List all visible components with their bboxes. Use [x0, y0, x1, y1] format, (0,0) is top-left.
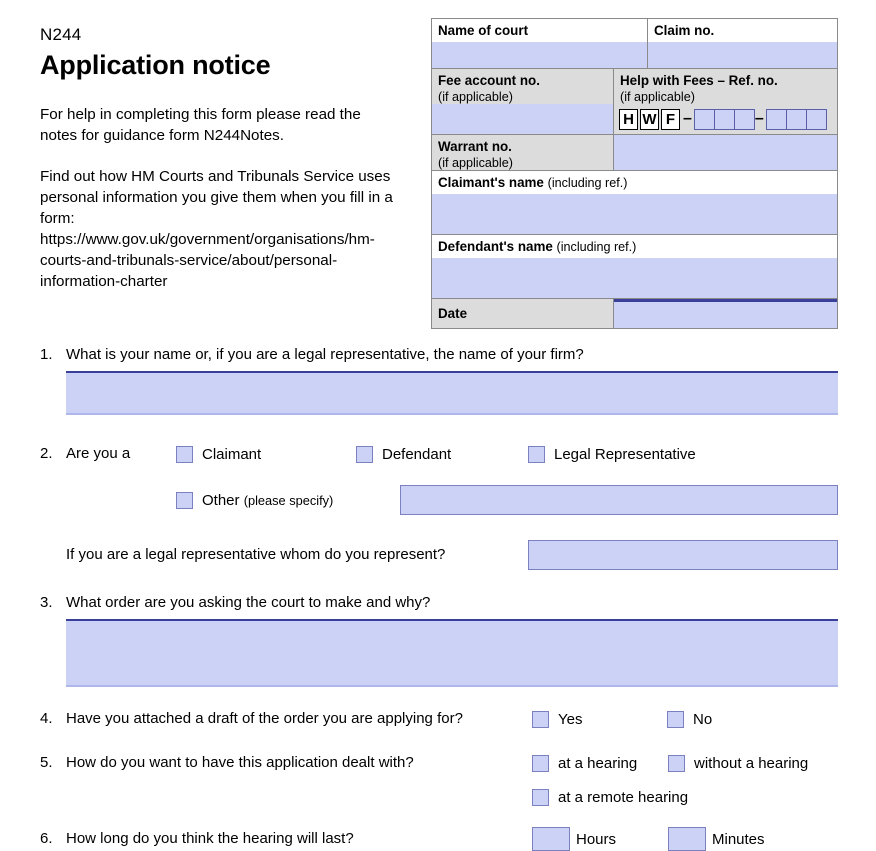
table-row-defendant-label: [432, 235, 837, 258]
checkbox-row-other[interactable]: [176, 491, 400, 510]
input-claim-no[interactable]: [648, 42, 837, 68]
question-4-text: Have you attached a draft of the order you are applying for?: [66, 710, 463, 727]
hwf-separator-2: –: [754, 110, 764, 127]
checkbox-draft-yes[interactable]: [532, 711, 549, 728]
question-4: [40, 709, 838, 729]
checkbox-row-claimant[interactable]: [176, 445, 356, 464]
label-claimants-name: [432, 171, 837, 194]
question-5-remote-row: [40, 788, 838, 807]
input-hours[interactable]: [532, 827, 570, 851]
input-other-specify[interactable]: [400, 485, 838, 515]
label-help-with-fees-sub: (if applicable): [620, 90, 695, 104]
question-2-number: 2.: [40, 445, 53, 462]
hwf-letter-w: W: [640, 109, 659, 130]
checkbox-label-without-hearing: without a hearing: [694, 754, 809, 772]
checkbox-row-draft-no[interactable]: [667, 710, 712, 729]
input-applicant-name[interactable]: [66, 371, 838, 415]
label-help-with-fees-text: Help with Fees – Ref. no.: [620, 73, 778, 88]
question-2-text: Are you a: [66, 445, 131, 462]
question-2: [40, 444, 838, 464]
checkbox-label-legal-representative: Legal Representative: [554, 445, 696, 463]
input-order-requested[interactable]: [66, 619, 838, 687]
checkbox-label-remote-hearing: at a remote hearing: [558, 789, 689, 806]
table-row-warrant: [432, 135, 837, 171]
question-5: [40, 753, 838, 773]
label-name-of-court: Name of court: [432, 19, 648, 42]
hwf-input-5[interactable]: [786, 109, 807, 130]
question-1-text: What is your name or, if you are a legal representative, the name of your firm?: [66, 346, 584, 363]
question-5-text: How do you want to have this application dealt with?: [66, 754, 414, 771]
question-6: [40, 827, 838, 851]
hwf-input-1[interactable]: [694, 109, 715, 130]
question-3: [40, 593, 838, 613]
table-row-fee-fields: [432, 104, 837, 135]
table-row-court-fields: [432, 42, 837, 69]
table-row-court-labels: [432, 19, 837, 42]
label-claimants-name-sub: (including ref.): [547, 176, 628, 190]
question-6-number: 6.: [40, 830, 53, 847]
hwf-separator-1: –: [683, 110, 692, 127]
label-date: Date: [432, 299, 614, 328]
checkbox-at-hearing[interactable]: [532, 755, 549, 772]
hwf-letter-f: F: [661, 109, 680, 130]
label-defendants-name: [432, 235, 837, 258]
hwf-reference-group: [614, 104, 837, 134]
label-minutes: Minutes: [712, 830, 765, 848]
checkbox-label-draft-yes: Yes: [558, 710, 583, 728]
label-hours: Hours: [576, 830, 617, 848]
label-help-with-fees: [614, 69, 837, 104]
hours-group[interactable]: [532, 827, 668, 851]
checkbox-label-draft-no: No: [693, 710, 713, 728]
label-fee-account-no: [432, 69, 614, 104]
checkbox-without-hearing[interactable]: [668, 755, 685, 772]
form-intro-column: [40, 24, 420, 292]
hwf-input-3[interactable]: [734, 109, 755, 130]
checkbox-row-draft-yes[interactable]: [532, 710, 667, 729]
label-warrant-no-sub: (if applicable): [438, 156, 513, 170]
question-5-number: 5.: [40, 754, 53, 771]
label-claim-no: Claim no.: [648, 19, 837, 42]
page-title: Application notice: [40, 50, 271, 80]
table-row-date: [432, 299, 837, 328]
label-warrant-no: [432, 135, 614, 170]
checkbox-legal-representative[interactable]: [528, 446, 545, 463]
label-fee-account-no-sub: (if applicable): [438, 90, 513, 104]
question-2-other-row: [40, 485, 838, 515]
checkbox-other[interactable]: [176, 492, 193, 509]
input-minutes[interactable]: [668, 827, 706, 851]
table-row-claimant-label: [432, 171, 837, 194]
form-code: N244: [40, 25, 82, 44]
intro-paragraph-help: For help in completing this form please read the notes for guidance form N244Notes.: [40, 106, 361, 144]
hwf-input-2[interactable]: [714, 109, 735, 130]
checkbox-draft-no[interactable]: [667, 711, 684, 728]
input-date[interactable]: [614, 299, 837, 328]
input-defendants-name[interactable]: [432, 258, 837, 298]
label-claimants-name-text: Claimant's name: [438, 175, 544, 190]
minutes-group[interactable]: [668, 827, 765, 851]
checkbox-label-other-hint: (please specify): [243, 492, 334, 508]
form-header: [0, 0, 876, 345]
checkbox-label-claimant: Claimant: [202, 445, 262, 463]
checkbox-label-other-text: Other: [202, 491, 240, 509]
table-row-fee-labels: [432, 69, 837, 104]
input-represent[interactable]: [528, 540, 838, 570]
table-row-claimant-field: [432, 194, 837, 235]
question-1-number: 1.: [40, 346, 53, 363]
checkbox-label-other: [202, 491, 333, 510]
hwf-letter-h: H: [619, 109, 638, 130]
checkbox-row-at-hearing[interactable]: [532, 754, 668, 773]
checkbox-defendant[interactable]: [356, 446, 373, 463]
checkbox-label-defendant: Defendant: [382, 445, 452, 463]
label-warrant-no-text: Warrant no.: [438, 139, 512, 154]
question-6-text: How long do you think the hearing will last?: [66, 830, 354, 847]
hwf-input-6[interactable]: [806, 109, 827, 130]
input-fee-account-no[interactable]: [432, 104, 614, 134]
court-details-table: [431, 18, 838, 329]
label-fee-account-no-text: Fee account no.: [438, 73, 540, 88]
input-name-of-court[interactable]: [432, 42, 648, 68]
checkbox-claimant[interactable]: [176, 446, 193, 463]
questions-section: [0, 345, 876, 851]
label-defendants-name-text: Defendant's name: [438, 239, 553, 254]
question-represent-text: If you are a legal representative whom do you represent?: [66, 546, 446, 563]
hwf-input-4[interactable]: [766, 109, 787, 130]
checkbox-remote-hearing[interactable]: [532, 789, 549, 806]
checkbox-row-defendant[interactable]: [356, 445, 528, 464]
checkbox-row-without-hearing[interactable]: [668, 754, 808, 773]
question-4-number: 4.: [40, 710, 53, 727]
label-defendants-name-sub: (including ref.): [556, 240, 637, 254]
question-2-represent-row: [40, 540, 838, 570]
question-3-number: 3.: [40, 594, 53, 611]
checkbox-row-remote-hearing[interactable]: [532, 788, 688, 807]
checkbox-label-at-hearing: at a hearing: [558, 754, 638, 772]
question-3-text: What order are you asking the court to make and why?: [66, 594, 431, 611]
question-1: [40, 345, 838, 365]
checkbox-row-legal-representative[interactable]: [528, 445, 696, 464]
table-row-defendant-field: [432, 258, 837, 299]
input-claimants-name[interactable]: [432, 194, 837, 234]
intro-paragraph-privacy: Find out how HM Courts and Tribunals Service uses personal information you give them when you fill in a form: https://www.gov.uk/government/organisations/hm-courts-and-tribunals-service/about/personal-information-charter: [40, 168, 393, 290]
input-warrant-no[interactable]: [614, 135, 837, 170]
